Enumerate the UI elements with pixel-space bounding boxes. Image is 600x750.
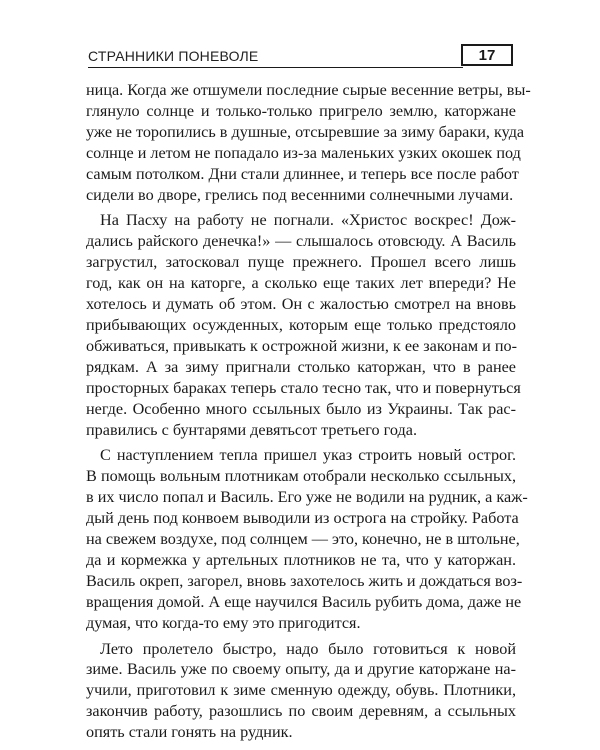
text-line: закончив работу, разошлись по своим деревням, а ссыльных (86, 702, 516, 721)
text-line: С наступлением тепла пришел указ строить новый острог. (100, 446, 516, 465)
text-line: в их число попал и Василь. Его уже не водили на рудник, а каж- (86, 488, 528, 507)
text-line: рядкам. А за зиму пригнали столько каторжан, что в ранее (86, 357, 516, 376)
text-line: На Пасху на работу не погнали. «Христос воскрес! Дож- (100, 211, 516, 230)
text-line: хотелось и думать об этом. Он с жалостью смотрел на вновь (86, 295, 516, 314)
paragraph (86, 639, 516, 744)
text-line: дый день под конвоем выводили из острога на стройку. Работа (86, 509, 519, 528)
text-body (86, 80, 531, 748)
header-rule (88, 67, 463, 68)
text-line: обживаться, привыкать к острожной жизни, к ее законам и по- (86, 336, 517, 355)
text-line: сидели во дворе, грелись под весенними солнечными лучами. (86, 185, 514, 204)
text-line: ница. Когда же отшумели последние сырые весенние ветры, вы- (86, 81, 531, 99)
text-line: думая, что когда-то ему это пригодится. (86, 613, 361, 632)
running-title: СТРАННИКИ ПОНЕВОЛЕ (88, 48, 259, 64)
text-line: правились с бунтарями девятьсот третьего года. (86, 420, 417, 439)
paragraph (86, 80, 531, 205)
text-line: Василь окреп, загорел, вновь захотелось жить и дождаться воз- (86, 571, 523, 590)
text-line: Лето пролетело быстро, надо было готовиться к новой (100, 639, 516, 658)
text-line: опять стали гонять на рудник. (86, 723, 293, 742)
running-head (88, 44, 513, 70)
text-line: просторных бараках теперь стало тесно так, что и повернуться (86, 378, 521, 397)
text-line: прибывающих осужденных, которым еще только предстояло (86, 315, 516, 334)
text-line: учили, приготовил к зиме сменную одежду, обувь. Плотники, (86, 681, 516, 700)
page-number: 17 (461, 44, 513, 66)
text-line: на свежем воздухе, под солнцем — это, конечно, не в штольне, (86, 530, 520, 549)
text-line: вращения домой. А еще научился Василь рубить дома, даже не (86, 592, 522, 611)
text-line: негде. Особенно много ссыльных было из Украины. Так рас- (86, 399, 516, 418)
text-line: самым потолком. Дни стали длиннее, и теперь все после работ (86, 164, 519, 183)
text-line: зиме. Василь уже по своему опыту, да и другие каторжане на- (86, 660, 516, 679)
paragraph (86, 445, 528, 633)
text-line: дались райского денечка!» — слышалось отовсюду. А Василь (86, 232, 516, 251)
paragraph (86, 210, 521, 440)
text-line: уже не торопились в душные, отсыревшие за зиму бараки, куда (86, 122, 525, 141)
text-line: да и кормежка у артельных плотников не та, что у каторжан. (86, 550, 516, 569)
text-line: загрустил, затосковал пуще прежнего. Прошел всего лишь (86, 253, 516, 272)
text-line: солнце и летом не попадало из-за маленьких узких окошек под (86, 143, 521, 162)
text-line: В помощь вольным плотникам отобрали несколько ссыльных, (86, 467, 516, 486)
text-line: глянуло солнце и только-только пригрело землю, каторжане (86, 101, 516, 120)
text-line: год, как он на каторге, а сколько еще таких лет впереди? Не (86, 274, 516, 293)
